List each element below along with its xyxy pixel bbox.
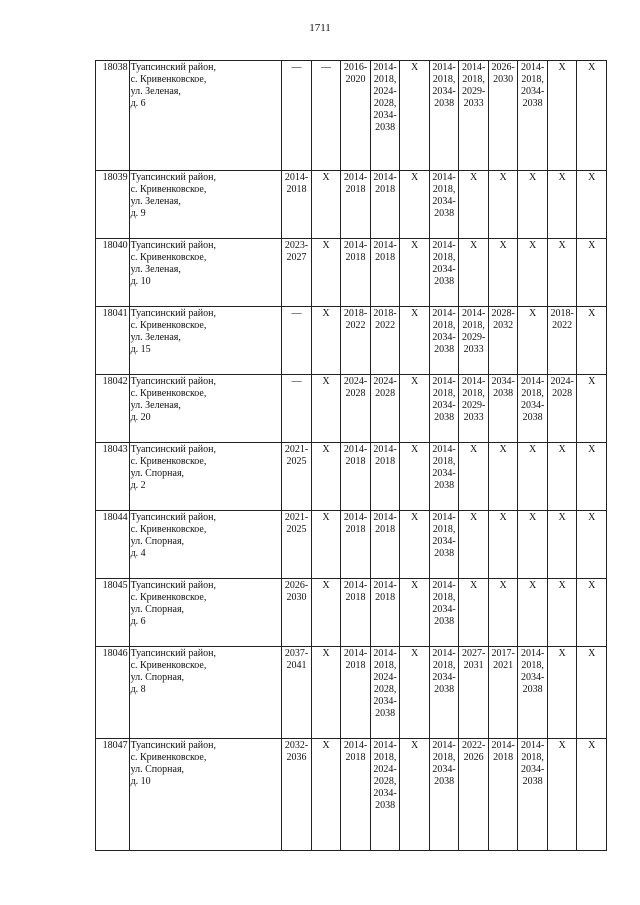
page-number: 1711 [309,22,331,34]
period-cell: 2014- 2018, 2034- 2038 [429,443,459,511]
period-cell: X [400,171,430,239]
period-cell: 2014- 2018 [341,171,371,239]
period-cell: X [400,307,430,375]
period-cell: X [459,579,489,647]
period-cell: — [311,61,341,171]
period-cell: — [282,307,312,375]
period-cell: 2014- 2018, 2034- 2038 [518,375,548,443]
address-cell: Туапсинский район, с. Кривенковское, ул. Зеленая, д. 20 [129,375,282,443]
record-number-cell: 18047 [96,739,130,851]
table-row [96,61,607,171]
period-cell: 2014- 2018, 2029- 2033 [459,61,489,171]
period-cell: X [488,443,518,511]
period-cell: X [518,511,548,579]
period-cell: X [459,171,489,239]
registry-body [96,61,607,851]
period-cell: X [547,579,577,647]
period-cell: X [577,171,607,239]
period-cell: 2014- 2018, 2029- 2033 [459,307,489,375]
period-cell: 2014- 2018, 2034- 2038 [518,739,548,851]
period-cell: 2014- 2018, 2034- 2038 [429,239,459,307]
record-number-cell: 18043 [96,443,130,511]
period-cell: X [311,375,341,443]
period-cell: X [311,647,341,739]
address-cell: Туапсинский район, с. Кривенковское, ул. Зеленая, д. 6 [129,61,282,171]
period-cell: 2022- 2026 [459,739,489,851]
address-cell: Туапсинский район, с. Кривенковское, ул. Спорная, д. 10 [129,739,282,851]
period-cell: X [459,511,489,579]
table-row [96,443,607,511]
period-cell: X [577,61,607,171]
period-cell: 2014- 2018, 2034- 2038 [518,647,548,739]
period-cell: 2014- 2018 [341,511,371,579]
period-cell: 2021- 2025 [282,443,312,511]
period-cell: 2014- 2018 [341,443,371,511]
period-cell: — [282,375,312,443]
period-cell: 2014- 2018, 2034- 2038 [429,579,459,647]
record-number-cell: 18044 [96,511,130,579]
period-cell: 2014- 2018, 2034- 2038 [429,511,459,579]
period-cell: X [311,739,341,851]
period-cell: 2014- 2018, 2029- 2033 [459,375,489,443]
period-cell: 2024- 2028 [341,375,371,443]
period-cell: 2024- 2028 [547,375,577,443]
address-cell: Туапсинский район, с. Кривенковское, ул. Спорная, д. 2 [129,443,282,511]
period-cell: X [400,239,430,307]
period-cell: X [518,579,548,647]
period-cell: X [577,307,607,375]
period-cell: 2026- 2030 [282,579,312,647]
period-cell: 2014- 2018 [282,171,312,239]
period-cell: X [518,307,548,375]
period-cell: X [547,511,577,579]
record-number-cell: 18039 [96,171,130,239]
address-cell: Туапсинский район, с. Кривенковское, ул. Спорная, д. 6 [129,579,282,647]
period-cell: X [577,579,607,647]
period-cell: 2014- 2018 [341,739,371,851]
record-number-cell: 18040 [96,239,130,307]
period-cell: 2014- 2018, 2034- 2038 [429,739,459,851]
address-cell: Туапсинский район, с. Кривенковское, ул. Спорная, д. 4 [129,511,282,579]
period-cell: X [577,375,607,443]
period-cell: 2027- 2031 [459,647,489,739]
period-cell: 2014- 2018 [370,171,400,239]
table-row [96,171,607,239]
address-cell: Туапсинский район, с. Кривенковское, ул. Спорная, д. 8 [129,647,282,739]
period-cell: X [488,511,518,579]
period-cell: 2014- 2018, 2024- 2028, 2034- 2038 [370,647,400,739]
table-row [96,239,607,307]
period-cell: 2014- 2018, 2024- 2028, 2034- 2038 [370,739,400,851]
period-cell: 2014- 2018, 2034- 2038 [429,307,459,375]
period-cell: X [547,61,577,171]
period-cell: X [488,171,518,239]
period-cell: 2014- 2018 [370,511,400,579]
period-cell: 2014- 2018 [370,579,400,647]
period-cell: X [400,647,430,739]
period-cell: X [400,61,430,171]
address-cell: Туапсинский район, с. Кривенковское, ул. Зеленая, д. 15 [129,307,282,375]
period-cell: X [459,239,489,307]
table-row [96,739,607,851]
period-cell: 2021- 2025 [282,511,312,579]
period-cell: X [577,739,607,851]
period-cell: 2014- 2018 [341,647,371,739]
period-cell: X [400,579,430,647]
period-cell: 2014- 2018, 2034- 2038 [429,171,459,239]
period-cell: X [459,443,489,511]
record-number-cell: 18045 [96,579,130,647]
period-cell: 2034- 2038 [488,375,518,443]
period-cell: 2023- 2027 [282,239,312,307]
period-cell: 2032- 2036 [282,739,312,851]
period-cell: 2024- 2028 [370,375,400,443]
period-cell: X [488,579,518,647]
period-cell: X [547,239,577,307]
period-cell: 2018- 2022 [547,307,577,375]
address-cell: Туапсинский район, с. Кривенковское, ул. Зеленая, д. 10 [129,239,282,307]
address-cell: Туапсинский район, с. Кривенковское, ул. Зеленая, д. 9 [129,171,282,239]
period-cell: 2014- 2018 [370,239,400,307]
period-cell: X [311,579,341,647]
period-cell: X [577,239,607,307]
period-cell: 2014- 2018 [488,739,518,851]
period-cell: X [577,647,607,739]
period-cell: X [400,375,430,443]
period-cell: 2018- 2022 [341,307,371,375]
period-cell: X [547,739,577,851]
period-cell: X [547,171,577,239]
period-cell: X [311,443,341,511]
registry-table [95,60,607,851]
record-number-cell: 18041 [96,307,130,375]
period-cell: 2014- 2018, 2034- 2038 [429,375,459,443]
period-cell: X [547,443,577,511]
record-number-cell: 18046 [96,647,130,739]
period-cell: 2037- 2041 [282,647,312,739]
record-number-cell: 18038 [96,61,130,171]
period-cell: 2017- 2021 [488,647,518,739]
period-cell: 2014- 2018, 2034- 2038 [518,61,548,171]
period-cell: X [311,307,341,375]
period-cell: 2014- 2018 [341,579,371,647]
period-cell: X [400,443,430,511]
period-cell: 2018- 2022 [370,307,400,375]
table-row [96,511,607,579]
period-cell: X [311,171,341,239]
period-cell: X [577,443,607,511]
period-cell: X [400,511,430,579]
period-cell: 2014- 2018 [341,239,371,307]
table-row [96,579,607,647]
period-cell: 2014- 2018, 2024- 2028, 2034- 2038 [370,61,400,171]
period-cell: X [547,647,577,739]
period-cell: 2014- 2018, 2034- 2038 [429,647,459,739]
period-cell: 2016- 2020 [341,61,371,171]
period-cell: 2026- 2030 [488,61,518,171]
period-cell: X [488,239,518,307]
table-row [96,375,607,443]
period-cell: X [518,239,548,307]
period-cell: 2014- 2018, 2034- 2038 [429,61,459,171]
record-number-cell: 18042 [96,375,130,443]
period-cell: X [311,239,341,307]
period-cell: 2014- 2018 [370,443,400,511]
period-cell: X [577,511,607,579]
period-cell: X [518,443,548,511]
period-cell: 2028- 2032 [488,307,518,375]
period-cell: X [400,739,430,851]
period-cell: — [282,61,312,171]
table-row [96,647,607,739]
period-cell: X [311,511,341,579]
table-row [96,307,607,375]
period-cell: X [518,171,548,239]
